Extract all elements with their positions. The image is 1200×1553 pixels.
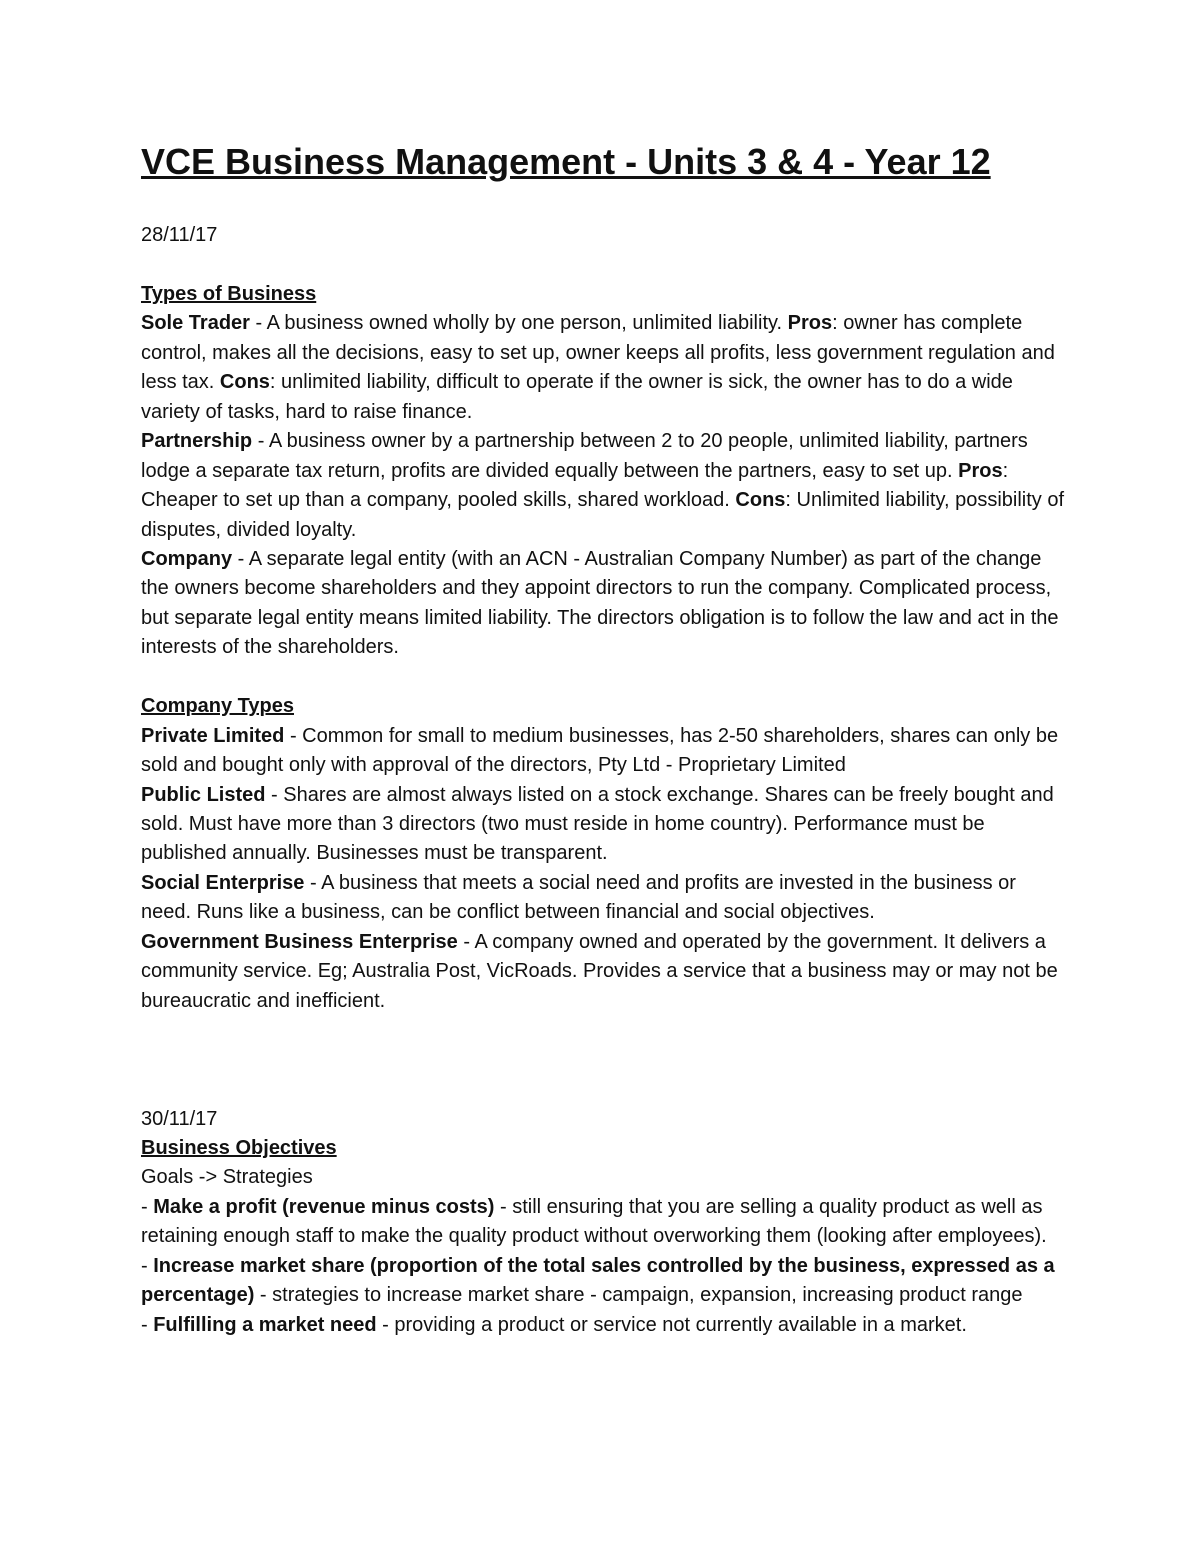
pros-partnership: : Cheaper to set up than a company, pooled skills, shared workload. <box>141 459 1009 512</box>
paragraph-sole-trader <box>141 309 1066 427</box>
desc-social-enterprise: - A business that meets a social need and profits are invested in the business or need. Runs like a business, can be conflict between financial and social objectives. <box>141 871 1016 924</box>
label-cons: Cons <box>219 371 270 394</box>
label-pros: Pros <box>787 312 833 335</box>
label-pros: Pros <box>958 459 1003 482</box>
term-fulfilling-market-need: Fulfilling a market need <box>153 1313 377 1336</box>
paragraph-social-enterprise <box>141 869 1066 928</box>
paragraph-private-limited <box>141 722 1066 781</box>
term-sole-trader: Sole Trader <box>141 312 250 335</box>
document-title: VCE Business Management - Units 3 & 4 - Year 12 <box>141 141 991 182</box>
goals-strategies-line: Goals -> Strategies <box>141 1166 313 1189</box>
paragraph-partnership <box>141 427 1066 545</box>
term-government-business-enterprise: Government Business Enterprise <box>141 930 458 953</box>
term-increase-market-share: Increase market share (proportion of the total sales controlled by the business, expressed as a percentage) <box>141 1254 1055 1307</box>
term-social-enterprise: Social Enterprise <box>141 871 305 894</box>
objective-increase-market-share <box>141 1252 1066 1311</box>
term-public-listed: Public Listed <box>141 783 266 806</box>
desc-public-listed: - Shares are almost always listed on a stock exchange. Shares can be freely bought and sold. Must have more than 3 directors (two must reside in home country). Performance must be published annually. Businesses must be transparent. <box>141 783 1054 865</box>
desc-partnership: - A business owner by a partnership between 2 to 20 people, unlimited liability, partners lodge a separate tax return, profits are divided equally between the partners, easy to set up. <box>141 430 1028 482</box>
heading-company-types: Company Types <box>141 695 294 718</box>
paragraph-public-listed <box>141 781 1066 869</box>
objective-make-a-profit <box>141 1193 1066 1252</box>
bullet-dash: - <box>141 1254 154 1277</box>
desc-private-limited: - Common for small to medium businesses, has 2-50 shareholders, shares can only be sold and bought only with approval of the directors, Pty Ltd - Proprietary Limited <box>141 724 1059 777</box>
bullet-dash: - <box>141 1195 154 1218</box>
label-cons: Cons <box>735 489 786 512</box>
desc-fulfilling-market-need: - providing a product or service not currently available in a market. <box>376 1313 967 1336</box>
paragraph-government-business-enterprise <box>141 928 1066 1016</box>
spacer <box>141 250 1066 279</box>
objective-fulfilling-market-need <box>141 1311 1066 1340</box>
spacer <box>141 1016 1066 1104</box>
bullet-dash: - <box>141 1313 154 1336</box>
date-30-11-17: 30/11/17 <box>141 1107 218 1130</box>
term-private-limited: Private Limited <box>141 724 285 747</box>
term-partnership: Partnership <box>141 430 253 453</box>
cons-sole-trader: : unlimited liability, difficult to operate if the owner is sick, the owner has to do a wide variety of tasks, hard to raise finance. <box>141 371 1013 423</box>
term-make-a-profit: Make a profit (revenue minus costs) <box>153 1195 495 1218</box>
desc-company: - A separate legal entity (with an ACN - Australian Company Number) as part of the change the owners become shareholders and they appoint directors to run the company. Complicated process, but separate legal entity means limited liability. The directors obligation is to follow the law and act in the interests of the shareholders. <box>141 547 1059 659</box>
spacer <box>141 663 1066 692</box>
desc-sole-trader: - A business owned wholly by one person, unlimited liability. <box>249 312 788 335</box>
heading-types-of-business: Types of Business <box>141 282 317 305</box>
pros-sole-trader: : owner has complete control, makes all the decisions, easy to set up, owner keeps all profits, less government regulation and less tax. <box>141 312 1055 394</box>
desc-make-a-profit: - still ensuring that you are selling a quality product as well as retaining enough staff to make the quality product without overworking them (looking after employees). <box>141 1195 1047 1248</box>
paragraph-company <box>141 545 1066 663</box>
term-company: Company <box>141 547 233 570</box>
document-body <box>141 221 1066 1340</box>
desc-increase-market-share: - strategies to increase market share - campaign, expansion, increasing product range <box>254 1284 1023 1307</box>
heading-business-objectives: Business Objectives <box>141 1137 337 1159</box>
date-28-11-17: 28/11/17 <box>141 224 218 246</box>
cons-partnership: : Unlimited liability, possibility of disputes, divided loyalty. <box>141 489 1065 541</box>
desc-government-business-enterprise: - A company owned and operated by the government. It delivers a community service. Eg; Australia Post, VicRoads. Provides a service that a business may or may not be bureaucratic and inefficient. <box>141 930 1058 1012</box>
